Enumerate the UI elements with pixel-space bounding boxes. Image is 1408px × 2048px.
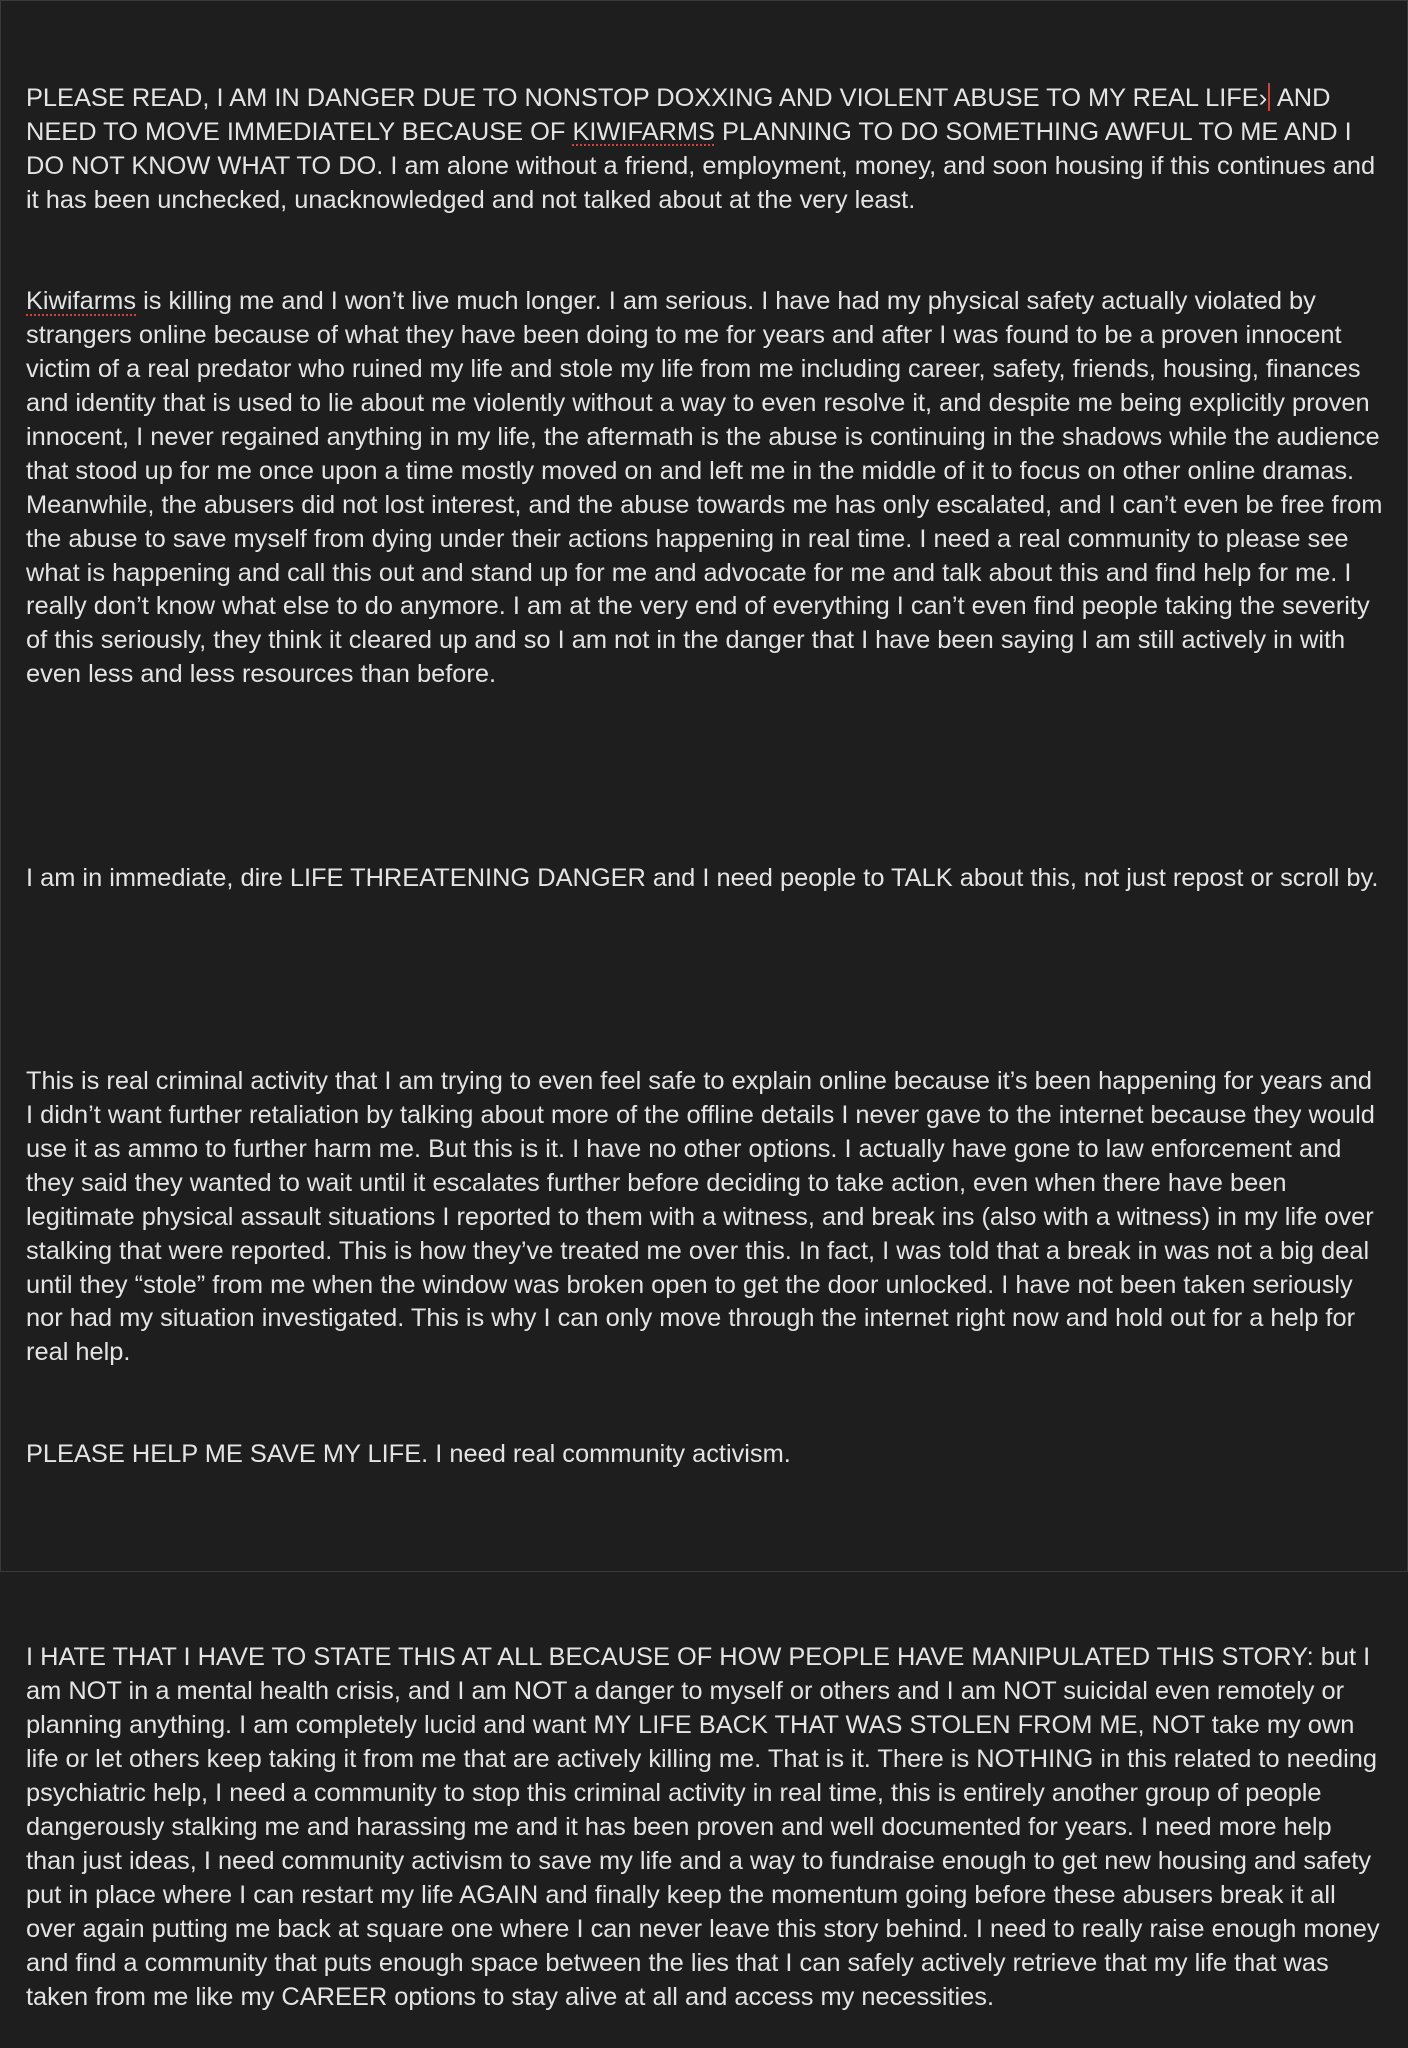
blank-line [26, 760, 1386, 794]
plea-heading-text: PLEASE READ, I AM IN DANGER DUE TO NONSTOP DOXXING AND VIOLENT ABUSE TO MY REAL LIFE› [26, 83, 1268, 112]
misspelled-word[interactable]: KIWIFARMS [572, 117, 715, 146]
misspelled-word[interactable]: Kiwifarms [26, 287, 137, 316]
plea-text-segment: AND NEED TO MOVE IMMEDIATELY BECAUSE OF [26, 83, 1338, 146]
paragraph-situation [26, 285, 1390, 692]
paragraph-criminal-activity: This is real criminal activity that I am trying to even feel safe to explain online because it’s been happening for years and I didn’t want further retaliation by talking about more of the offline details I never gave to the internet because they would use it as ammo to further harm me. But this is it. I have no other options. I actually have gone to law enforcement and they said they wanted to wait until it escalates further before deciding to take action, even when there have been legitimate physical assault situations I reported to them with a witness, and break ins (also with a witness) in my life over stalking that were reported. This is how they’ve treated me over this. In fact, I was told that a break in was not a big deal until they “stole” from me when the window was broken open to get the door unlocked. I have not been taken seriously nor had my situation investigated. This is why I can only move through the internet right now and hold out for a help for real help. [26, 1067, 1382, 1367]
blank-line [26, 1540, 1386, 1574]
paragraph-danger: I am in immediate, dire LIFE THREATENING DANGER and I need people to TALK about this, not just repost or scroll by. [26, 863, 1379, 892]
text-caret [1268, 83, 1270, 111]
paragraph-clarification: I HATE THAT I HAVE TO STATE THIS AT ALL BECAUSE OF HOW PEOPLE HAVE MANIPULATED THIS STORY: but I am NOT in a mental health crisis, and I am NOT a danger to myself or others and I am NOT suicidal even remotely or planning anything. I am completely lucid and want MY LIFE BACK THAT WAS STOLEN FROM ME, NOT take my own life or let others keep taking it from me that are actively killing me. That is it. There is NOTHING in this related to needing psychiatric help, I need a community to stop this criminal activity in real time, this is entirely another group of people dangerously stalking me and harassing me and it has been proven and well documented for years. I need more help than just ideas, I need community activism to save my life and a way to fundraise enough to get new housing and safety put in place where I can restart my life AGAIN and finally keep the momentum going before these abusers break it all over again putting me back at square one where I can never leave this story behind. I need to really raise enough money and find a community that puts enough space between the lies that I can safely actively retrieve that my life that was taken from me like my CAREER options to stay alive at all and access my necessities. [26, 1643, 1387, 2011]
paragraph-help-request: PLEASE HELP ME SAVE MY LIFE. I need real community activism. [26, 1440, 791, 1469]
paragraph-plea-intro [26, 82, 1386, 218]
plea-text-segment: PLANNING TO DO SOMETHING AWFUL TO ME AND I DO NOT KNOW WHAT TO DO. I am alone without a friend, employment, money, and soon housing if this continues and it has been unchecked, unacknowledged and not talked about at the very least. [26, 117, 1383, 214]
blank-line [26, 963, 1386, 997]
text-editor[interactable] [26, 14, 1390, 2048]
situation-text: is killing me and I won’t live much longer. I am serious. I have had my physical safety actually violated by strangers online because of what they have been doing to me for years and after I was found to be a proven innocent victim of a real predator who ruined my life and stole my life from me including career, safety, friends, housing, finances and identity that is used to lie about me violently without a way to even resolve it, and despite me being explicitly proven innocent, I never regained anything in my life, the aftermath is the abuse is continuing in the shadows while the audience that stood up for me once upon a time mostly moved on and left me in the middle of it to focus on other online dramas. Meanwhile, the abusers did not lost interest, and the abuse towards me has only escalated, and I can’t even be free from the abuse to save myself from dying under their actions happening in real time. I need a real community to please see what is happening and call this out and stand up for me and advocate for me and talk about this and find help for me. I really don’t know what else to do anymore. I am at the very end of everything I can’t even find people taking the severity of this seriously, they think it cleared up and so I am not in the danger that I have been saying I am still actively in with even less and less resources than before. [26, 287, 1390, 689]
